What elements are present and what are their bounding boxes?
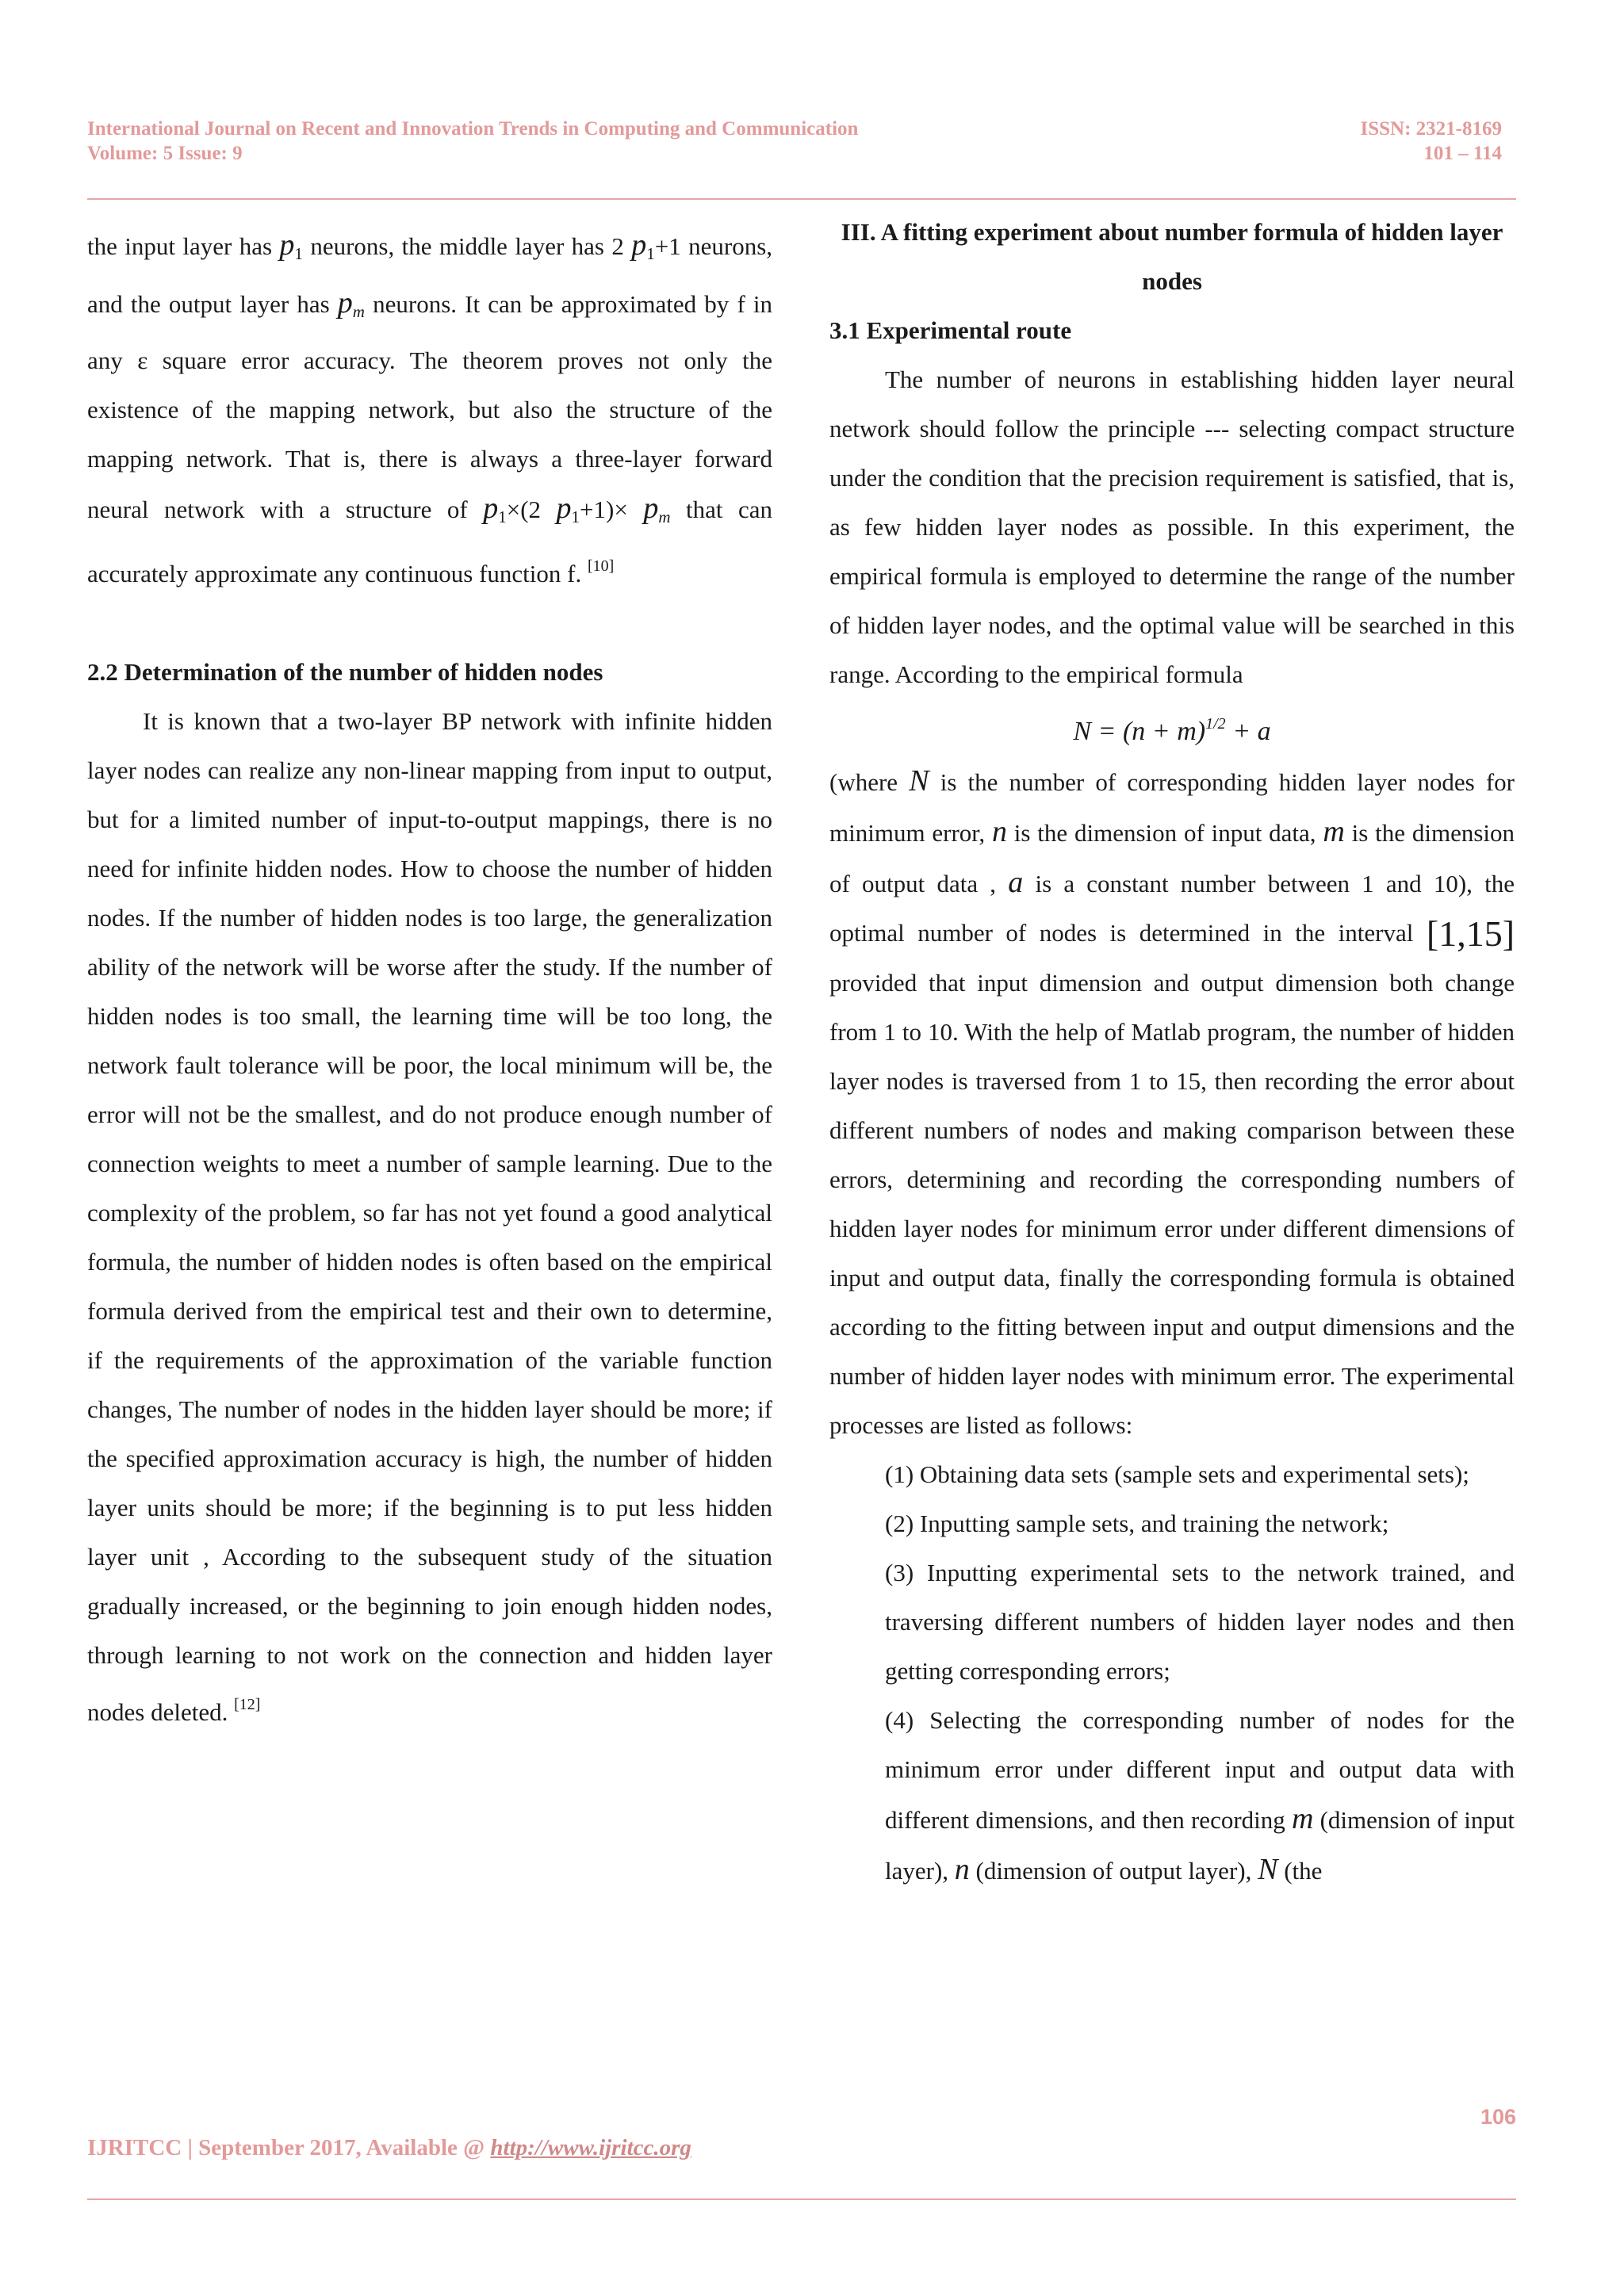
footer-link[interactable]: http://www.ijritcc.org [490,2135,691,2160]
subsection-heading: 3.1 Experimental route [829,316,1072,344]
footer [87,2135,691,2161]
section-heading: 2.2 Determination of the number of hidden nodes [87,658,603,686]
journal-volume: Volume: 5 Issue: 9 [87,143,243,164]
step-1: (1) Obtaining data sets (sample sets and experimental sets); [885,1460,1469,1488]
step-4: (4) Selecting the corresponding number of nodes for the minimum error under different input and output data with different dimensions, and then recording m (dimension of input layer), n (dimension of output layer), N (the [885,1706,1515,1886]
step-2: (2) Inputting sample sets, and training the network; [885,1510,1389,1537]
page-number: 106 [1480,2105,1516,2129]
footer-divider [87,2198,1516,2200]
paragraph-hidden-nodes: It is known that a two-layer BP network with infinite hidden layer nodes can realize any non-linear mapping from input to output, but for a limited number of input-to-output mappings, there is no need for infinite hidden nodes. How to choose the number of hidden nodes. If the number of hidden nodes is too large, the generalization ability of the network will be worse after the study. If the number of hidden nodes is too small, the learning time will be too long, the network fault tolerance will be poor, the local minimum will be, the error will not be the smallest, and do not produce enough number of connection weights to meet a number of sample learning. Due to the complexity of the problem, so far has not yet found a good analytical formula, the number of hidden nodes is often based on the empirical formula derived from the empirical test and their own to determine, if the requirements of the approximation of the variable function changes, The number of nodes in the hidden layer should be more; if the specified approximation accuracy is high, the number of hidden layer units should be more; if the beginning is to put less hidden layer unit , According to the subsequent study of the situation gradually increased, or the beginning to join enough hidden nodes, through learning to not work on the connection and hidden layer nodes deleted. [12] [87,707,772,1726]
paragraph-where: (where N is the number of corresponding hidden layer nodes for minimum error, n is the dimension of input data, m is the dimension of output data , a is a constant number between 1 and 10), the optimal number of nodes is determined in the interval [1,15] provided that input dimension and output dimension both change from 1 to 10. With the help of Matlab program, the number of hidden layer nodes is traversed from 1 to 15, then recording the error about different numbers of nodes and making comparison between these errors, determining and recording the corresponding numbers of hidden layer nodes for minimum error under different dimensions of input and output data, finally the corresponding formula is obtained according to the fitting between input and output dimensions and the number of hidden layer nodes with minimum error. The experimental processes are listed as follows: [829,764,1515,1439]
paragraph-theorem: the input layer has $p_1$ neurons, the middle layer has 2 $p_1+1$ neurons, and the output layer has pm neurons. It can be approximated by f in any ε square error accuracy. The theorem proves not only the existence of the mapping network, but also the structure of the mapping network. That is, there is always a three-layer forward neural network with a structure of $p_1\times(2$ $p_1+1)\times$ pm that can accurately approximate any continuous function f. [10] [87,228,773,587]
journal-title: International Journal on Recent and Innovation Trends in Computing and Communication [87,118,859,140]
header-divider [87,198,1516,200]
issn-header [1361,117,1503,166]
section-title: III. A fitting experiment about number formula of hidden layer nodes [841,218,1503,295]
footer-text: IJRITCC | September 2017, Available @ [87,2135,485,2160]
interval: [1,15] [1426,913,1515,954]
step-3: (3) Inputting experimental sets to the network trained, and traversing different numbers of hidden layer nodes and then getting corresponding errors; [885,1559,1515,1685]
issn: ISSN: 2321-8169 [1360,118,1502,140]
right-column [829,208,1515,1896]
empirical-formula: $N = (n + m)^{1/2} + a$ [1073,715,1271,746]
citation-ref: [10] [587,557,615,575]
page-range: 101 – 114 [1423,143,1502,164]
journal-header [87,117,858,166]
left-column [87,220,772,1737]
paragraph-route: The number of neurons in establishing hidden layer neural network should follow the principle --- selecting compact structure under the condition that the precision requirement is satisfied, that is, as few hidden layer nodes as possible. In this experiment, the empirical formula is employed to determine the range of the number of hidden layer nodes, and the optimal value will be searched in this range. According to the empirical formula [829,365,1515,688]
citation-ref: [12] [234,1696,261,1713]
